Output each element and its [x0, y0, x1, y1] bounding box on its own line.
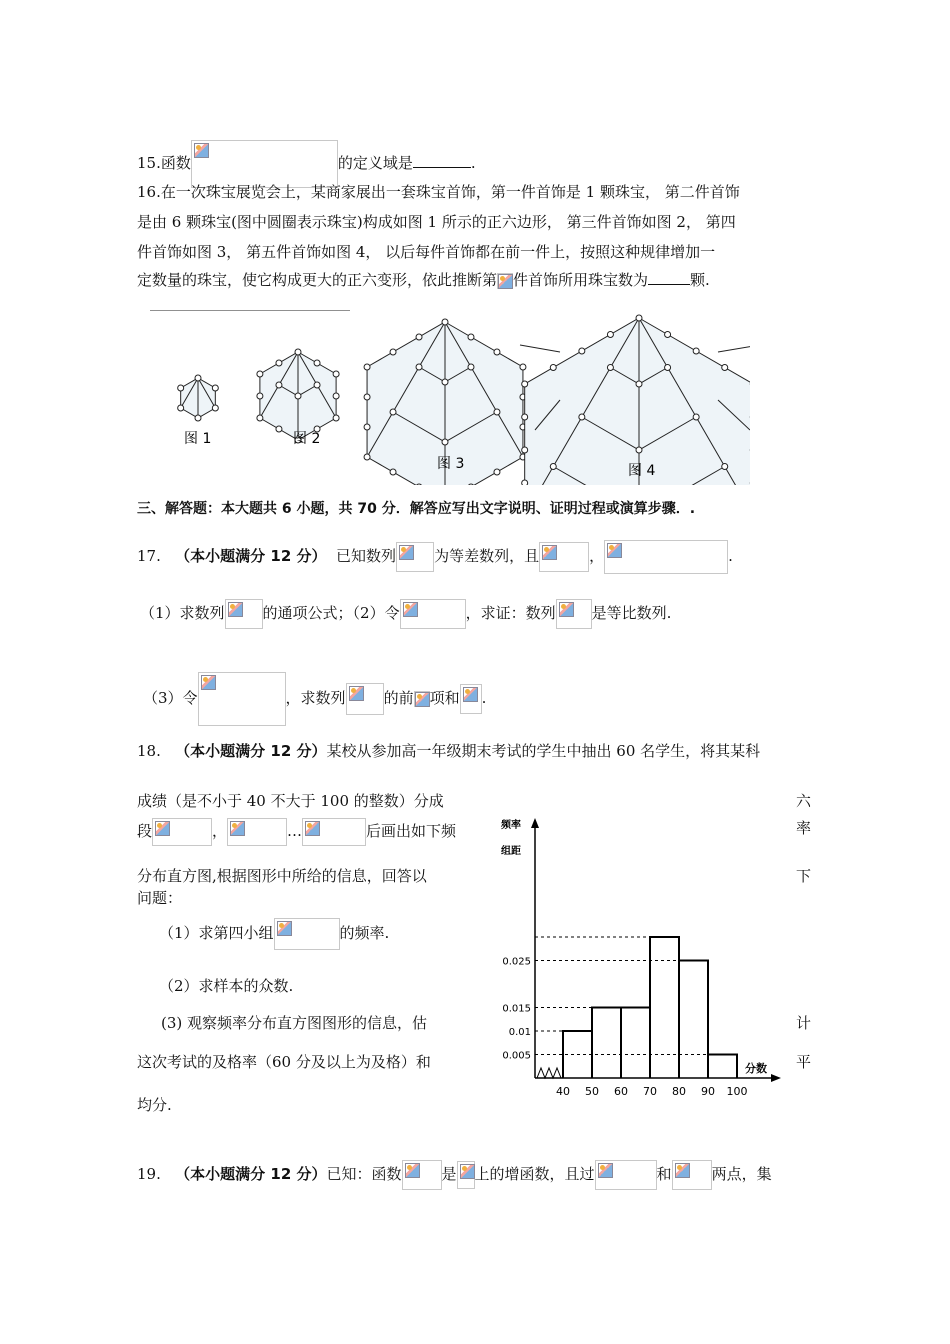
figure-4-bead — [722, 464, 728, 470]
histogram-bar — [621, 1008, 650, 1079]
formula-image — [346, 683, 384, 715]
figure-2-bead — [276, 382, 282, 388]
image-placeholder-icon — [228, 602, 243, 617]
formula-image — [402, 1160, 442, 1190]
figure-4-bead — [550, 464, 556, 470]
formula-image — [396, 542, 434, 572]
x-tick-label: 90 — [701, 1085, 715, 1098]
q16-line4: 定数量的珠宝，使它构成更大的正六变形，依此推断第 件首饰所用珠宝数为 颗. — [137, 271, 710, 289]
image-placeholder-icon — [498, 274, 513, 289]
figure-3-bead — [494, 409, 500, 415]
formula-image — [672, 1160, 712, 1190]
q18-line2: 成绩（是不小于 40 不大于 100 的整数）分成 — [137, 792, 444, 810]
figure-1-bead — [178, 405, 184, 411]
q18-right-char: 六 — [796, 792, 812, 810]
formula-image — [302, 818, 366, 846]
image-placeholder-icon — [598, 1163, 613, 1178]
figure-3-bead — [442, 439, 448, 445]
fig3-label: 图 3 — [437, 456, 465, 472]
figure-3-bead — [494, 349, 500, 355]
figure-4-bead — [579, 348, 585, 354]
frequency-histogram — [495, 812, 785, 1112]
formula-image — [227, 818, 287, 846]
formula-image — [191, 140, 338, 188]
figure-3-bead — [468, 334, 474, 340]
histogram-bar — [679, 961, 708, 1079]
figure-2-bead — [257, 393, 263, 399]
q18-sub4: 这次考试的及格率（60 分及以上为及格）和 — [137, 1053, 431, 1071]
histogram-bar — [708, 1055, 737, 1079]
figure-3-bead — [390, 469, 396, 475]
figure-3-bead — [416, 334, 422, 340]
figure-1-bead — [195, 415, 201, 421]
image-placeholder-icon — [405, 1163, 420, 1178]
figure-3-bead — [520, 364, 526, 370]
figure-4-bead — [579, 414, 585, 420]
x-tick-label: 40 — [556, 1085, 570, 1098]
formula-image — [274, 918, 340, 950]
q18-right-char: 率 — [796, 819, 812, 837]
figure-2-bead — [295, 393, 301, 399]
figure-1-bead — [212, 385, 218, 391]
q17-line1: 17. （本小题满分 12 分） 已知数列 为等差数列，且 ， . — [137, 540, 733, 574]
q17-line2: （1）求数列 的通项公式；（2）令 ，求证：数列 是等比数列. — [140, 599, 671, 629]
image-placeholder-icon — [559, 602, 574, 617]
q18-line4: 分布直方图,根据图形中所给的信息，回答以 — [137, 867, 427, 885]
figure-3-bead — [364, 394, 370, 400]
q18-sub5: 均分. — [137, 1096, 172, 1114]
figure-3-bead — [494, 469, 500, 475]
figure-4-bead — [607, 365, 613, 371]
figure-2-bead — [257, 415, 263, 421]
figure-4-bead — [722, 365, 728, 371]
answer-blank — [648, 270, 690, 285]
q18-right-char: 下 — [796, 867, 812, 885]
image-placeholder-icon — [349, 686, 364, 701]
formula-image — [497, 273, 513, 289]
figure-4-bead — [522, 414, 528, 420]
q15-line: 15.函数 的定义域是 . — [137, 140, 476, 188]
q16-line2: 是由 6 颗珠宝(图中圆圈表示珠宝)构成如图 1 所示的正六边形， 第三件首饰如图 2， 第四 — [137, 213, 736, 231]
q16-line1: 16.在一次珠宝展览会上，某商家展出一套珠宝首饰，第一件首饰是 1 颗珠宝， 第二件首饰 — [137, 183, 740, 201]
q18-line3: 段 ， … 后画出如下频 — [137, 818, 456, 846]
figure-4-bead — [636, 447, 642, 453]
image-placeholder-icon — [415, 692, 430, 707]
q18-line1: 18. （本小题满分 12 分）某校从参加高一年级期末考试的学生中抽出 60 名学生，将其某科 — [137, 742, 761, 760]
formula-image — [414, 691, 430, 707]
image-placeholder-icon — [607, 543, 622, 558]
figure-1-bead — [195, 375, 201, 381]
x-tick-label: 70 — [643, 1085, 657, 1098]
formula-image — [152, 818, 212, 846]
x-axis-arrow — [771, 1074, 781, 1082]
image-placeholder-icon — [403, 602, 418, 617]
answer-blank — [413, 153, 471, 168]
histogram-bar — [650, 937, 679, 1078]
q18-right-char: 平 — [796, 1053, 812, 1071]
q18-line5: 问题： — [137, 889, 183, 907]
y-axis-label: 频率 — [501, 820, 521, 831]
figure-2-bead — [314, 382, 320, 388]
image-placeholder-icon — [460, 1164, 475, 1179]
image-placeholder-icon — [155, 821, 170, 836]
formula-image — [457, 1161, 475, 1189]
figure-3-bead — [364, 424, 370, 430]
figure-3-bead — [442, 319, 448, 325]
image-placeholder-icon — [305, 821, 320, 836]
figure-4-bead — [607, 332, 613, 338]
q16-line3: 件首饰如图 3， 第五件首饰如图 4， 以后每件首饰都在前一件上，按照这种规律增加一 — [137, 243, 716, 261]
figure-3-bead — [442, 379, 448, 385]
formula-image — [225, 599, 263, 629]
q18-right-char: 计 — [796, 1014, 812, 1032]
y-axis-arrow — [531, 818, 539, 828]
x-tick-label: 80 — [672, 1085, 686, 1098]
figure-4-bead — [550, 365, 556, 371]
figure-4-bead — [522, 381, 528, 387]
figure-2-bead — [333, 393, 339, 399]
figure-4-bead — [665, 365, 671, 371]
formula-image — [539, 542, 589, 572]
figure-2-bead — [276, 426, 282, 432]
formula-image — [460, 684, 482, 714]
formula-image — [198, 672, 286, 726]
figure-3-bead — [390, 409, 396, 415]
y-tick-label: 0.025 — [502, 956, 531, 968]
image-placeholder-icon — [399, 545, 414, 560]
image-placeholder-icon — [230, 821, 245, 836]
fig1-label: 图 1 — [184, 431, 212, 447]
figure-2-bead — [295, 349, 301, 355]
formula-image — [556, 599, 592, 629]
figure-2-bead — [276, 360, 282, 366]
figure-4-bead — [636, 315, 642, 321]
formula-image — [604, 540, 728, 574]
figure-2-bead — [333, 415, 339, 421]
image-placeholder-icon — [194, 143, 209, 158]
figure-4-extension — [520, 345, 560, 352]
figure-4-bead — [693, 414, 699, 420]
fig4-label: 图 4 — [628, 463, 656, 479]
figure-3-bead — [390, 349, 396, 355]
formula-image — [595, 1160, 657, 1190]
q17-line3: （3）令 ，求数列 的前 项和 . — [143, 672, 486, 726]
figure-3-bead — [364, 364, 370, 370]
x-axis-label: 分数 — [745, 1062, 767, 1075]
figure-4-extension — [718, 345, 750, 352]
figure-4-bead — [522, 447, 528, 453]
q18-sub2: （2）求样本的众数. — [159, 977, 294, 995]
section3-heading: 三、解答题：本大题共 6 小题，共 70 分．解答应写出文字说明、证明过程或演算步骤．. — [137, 501, 696, 517]
figure-2-bead — [257, 371, 263, 377]
figure-2-bead — [314, 360, 320, 366]
figure-2-bead — [333, 371, 339, 377]
figure-4-bead — [693, 348, 699, 354]
figure-3-bead — [416, 364, 422, 370]
figure-3-bead — [468, 364, 474, 370]
figure-4-bead — [636, 381, 642, 387]
y-axis-label: 组距 — [501, 846, 521, 857]
x-tick-label: 60 — [614, 1085, 628, 1098]
histogram-bar — [592, 1008, 621, 1079]
figure-1-bead — [178, 385, 184, 391]
image-placeholder-icon — [675, 1163, 690, 1178]
x-tick-label: 100 — [726, 1085, 748, 1098]
hexagon-figures — [150, 310, 750, 485]
image-placeholder-icon — [542, 545, 557, 560]
image-placeholder-icon — [463, 687, 478, 702]
fig2-label: 图 2 — [293, 431, 321, 447]
y-tick-label: 0.015 — [502, 1003, 531, 1015]
image-placeholder-icon — [277, 921, 292, 936]
q18-sub3: (3) 观察频率分布直方图图形的信息，估 — [161, 1014, 428, 1032]
figure-1-bead — [212, 405, 218, 411]
q19-line: 19. （本小题满分 12 分）已知：函数 是 上的增函数，且过 和 两点，集 — [137, 1160, 772, 1190]
figure-4-bead — [665, 332, 671, 338]
y-tick-label: 0.005 — [502, 1050, 531, 1062]
formula-image — [400, 599, 466, 629]
image-placeholder-icon — [201, 675, 216, 690]
y-tick-label: 0.01 — [508, 1027, 531, 1038]
axis-break — [537, 1068, 561, 1078]
q18-sub1: （1）求第四小组 的频率. — [159, 918, 389, 950]
x-tick-label: 50 — [585, 1085, 599, 1098]
figure-3-bead — [364, 454, 370, 460]
figure-4-bead — [522, 480, 528, 485]
